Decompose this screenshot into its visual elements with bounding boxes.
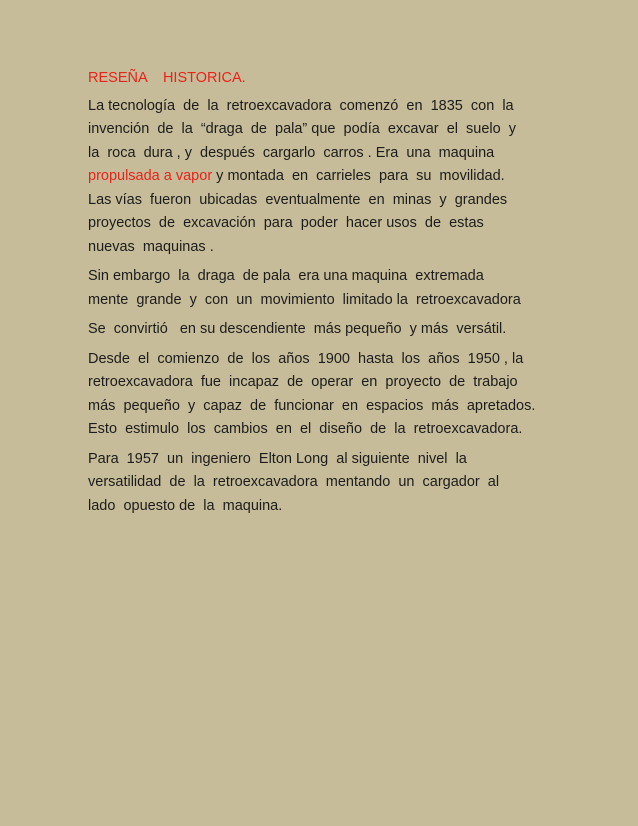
text-line: más pequeño y capaz de funcionar en espacios más apretados. <box>88 397 536 414</box>
paragraph-2 <box>88 265 558 312</box>
text-line: Esto estimulo los cambios en el diseño de la retroexcavadora. <box>88 421 523 437</box>
paragraph-1 <box>88 95 558 260</box>
text-line: Desde el comienzo de los años 1900 hasta los años 1950 , la <box>88 350 524 367</box>
text-line: mente grande y con un movimiento limitado la retroexcavadora <box>88 291 521 308</box>
text-line: Sin embargo la draga de pala era una maquina extremada <box>88 268 484 284</box>
text-line: proyectos de excavación para poder hacer usos de estas <box>88 215 484 231</box>
text-line: invención de la “draga de pala” que podía excavar el suelo y <box>88 121 517 137</box>
document-title: RESEÑA HISTORICA. <box>88 70 246 86</box>
document-body <box>88 67 558 524</box>
text-line <box>88 165 558 189</box>
text-line: La tecnología de la retroexcavadora comenzó en 1835 con la <box>88 97 514 114</box>
paragraph-5 <box>88 448 558 519</box>
text-line: retroexcavadora fue incapaz de operar en proyecto de trabajo <box>88 374 518 390</box>
text-line: versatilidad de la retroexcavadora mentando un cargador al <box>88 474 500 490</box>
text-line: la roca dura , y después cargarlo carros . Era una maquina <box>88 144 495 161</box>
paragraph-4 <box>88 348 558 442</box>
text-line: lado opuesto de la maquina. <box>88 497 283 514</box>
text-fragment: y montada en carrieles para su movilidad. <box>212 168 505 184</box>
text-line: Para 1957 un ingeniero Elton Long al siguiente nivel la <box>88 450 467 467</box>
paragraph-3 <box>88 318 558 342</box>
text-line: Se convirtió en su descendiente más pequeño y más versátil. <box>88 321 507 337</box>
text-line: Las vías fueron ubicadas eventualmente en minas y grandes <box>88 191 508 208</box>
text-line: nuevas maquinas . <box>88 238 214 255</box>
highlighted-phrase: propulsada a vapor <box>88 168 213 184</box>
